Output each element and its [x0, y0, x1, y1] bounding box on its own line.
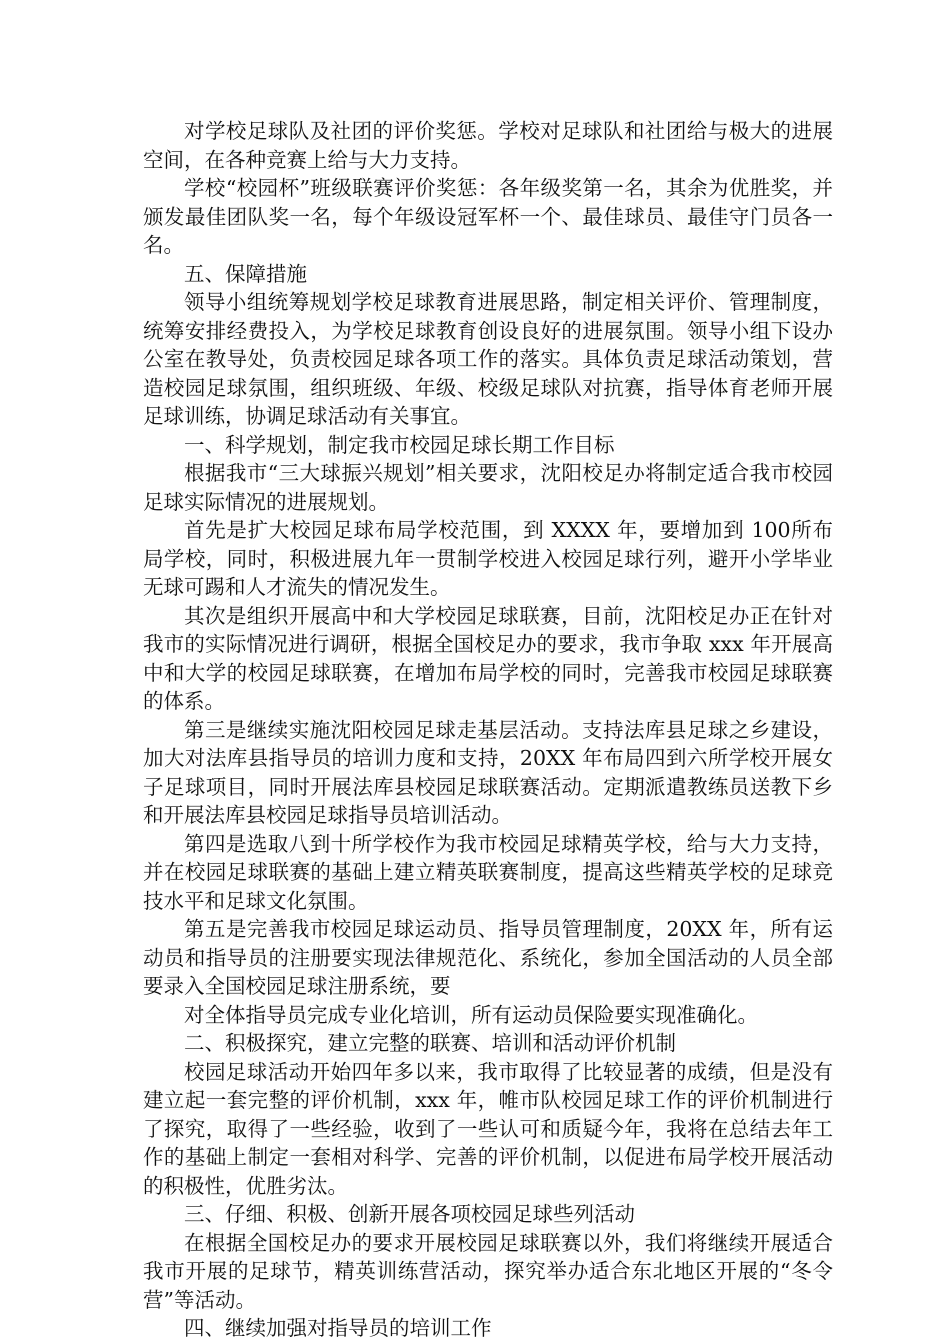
paragraph-training-insurance: 对全体指导员完成专业化培训，所有运动员保险要实现准确化。 [184, 1002, 758, 1027]
paragraph-evaluation-detail: 校园足球活动开始四年多以来，我市取得了比较显著的成绩，但是没有建立起一套完整的评价机制，xxx 年，帷市队校园足球工作的评价机制进行了探究，取得了一些经验，收到了一些认可和质疑今年，我将在总结去年工作的基础上制定一套相对科学、完善的评价机制，以促进布局学校开展活动的积极性，优胜劣汰。 [143, 1059, 833, 1198]
heading-scientific-planning: 一、科学规划，制定我市校园足球长期工作目标 [184, 432, 615, 457]
paragraph-fourth-elite: 第四是选取八到十所学校作为我市校园足球精英学校，给与大力支持，并在校园足球联赛的基础上建立精英联赛制度，提高这些精英学校的足球竞技水平和足球文化氛围。 [143, 831, 833, 913]
paragraph-leadership-group: 领导小组统筹规划学校足球教育进展思路，制定相关评价、管理制度，统筹安排经费投入，为学校足球教育创设良好的进展氛围。领导小组下设办公室在教导处，负责校园足球各项工作的落实。具体负责足球活动策划，营造校园足球氛围，组织班级、年级、校级足球队对抗赛，指导体育老师开展足球训练，协调足球活动有关事宜。 [143, 290, 833, 428]
paragraph-three-balls-plan: 根据我市“三大球振兴规划”相关要求，沈阳校足办将制定适合我市校园足球实际情况的进展规划。 [143, 461, 833, 514]
heading-evaluation-mechanism: 二、积极探究，建立完整的联赛、培训和活动评价机制 [184, 1031, 676, 1055]
heading-series-activities: 三、仔细、积极、创新开展各项校园足球些列活动 [184, 1202, 635, 1226]
paragraph-first-expand: 首先是扩大校园足球布局学校范围，到 XXXX 年，要增加到 100所布局学校，同时，积极进展九年一贯制学校进入校园足球行列，避开小学毕业无球可踢和人才流失的情况发生。 [143, 518, 833, 599]
heading-guarantee-measures: 五、保障措施 [184, 261, 307, 286]
paragraph-team-evaluation: 对学校足球队及社团的评价奖惩。学校对足球队和社团给与极大的进展空间，在各种竞赛上给与大力支持。 [143, 119, 833, 172]
paragraph-second-leagues: 其次是组织开展高中和大学校园足球联赛，目前，沈阳校足办正在针对我市的实际情况进行调研，根据全国校足办的要求，我市争取 xxx 年开展高中和大学的校园足球联赛，在增加布局学校的同时，完善我市校园足球联赛的体系。 [143, 603, 833, 713]
paragraph-fifth-management: 第五是完善我市校园足球运动员、指导员管理制度，20XX 年，所有运动员和指导员的注册要实现法律规范化、系统化，参加全国活动的人员全部要录入全国校园足球注册系统，要 [143, 917, 833, 998]
paragraph-campus-cup: 学校“校园杯”班级联赛评价奖惩：各年级奖第一名，其余为优胜奖，并颁发最佳团队奖一名，每个年级设冠军杯一个、最佳球员、最佳守门员各一名。 [143, 176, 833, 257]
heading-instructor-training: 四、继续加强对指导员的培训工作 [184, 1316, 492, 1340]
paragraph-activities-detail: 在根据全国校足办的要求开展校园足球联赛以外，我们将继续开展适合我市开展的足球节，精英训练营活动，探究举办适合东北地区开展的“冬令营”等活动。 [143, 1230, 833, 1312]
paragraph-third-grassroots: 第三是继续实施沈阳校园足球走基层活动。支持法库县足球之乡建设，加大对法库县指导员的培训力度和支持，20XX 年布局四到六所学校开展女子足球项目，同时开展法库县校园足球联赛活动。定期派遣教练员送教下乡和开展法库县校园足球指导员培训活动。 [143, 717, 833, 827]
document-body [143, 117, 833, 1343]
